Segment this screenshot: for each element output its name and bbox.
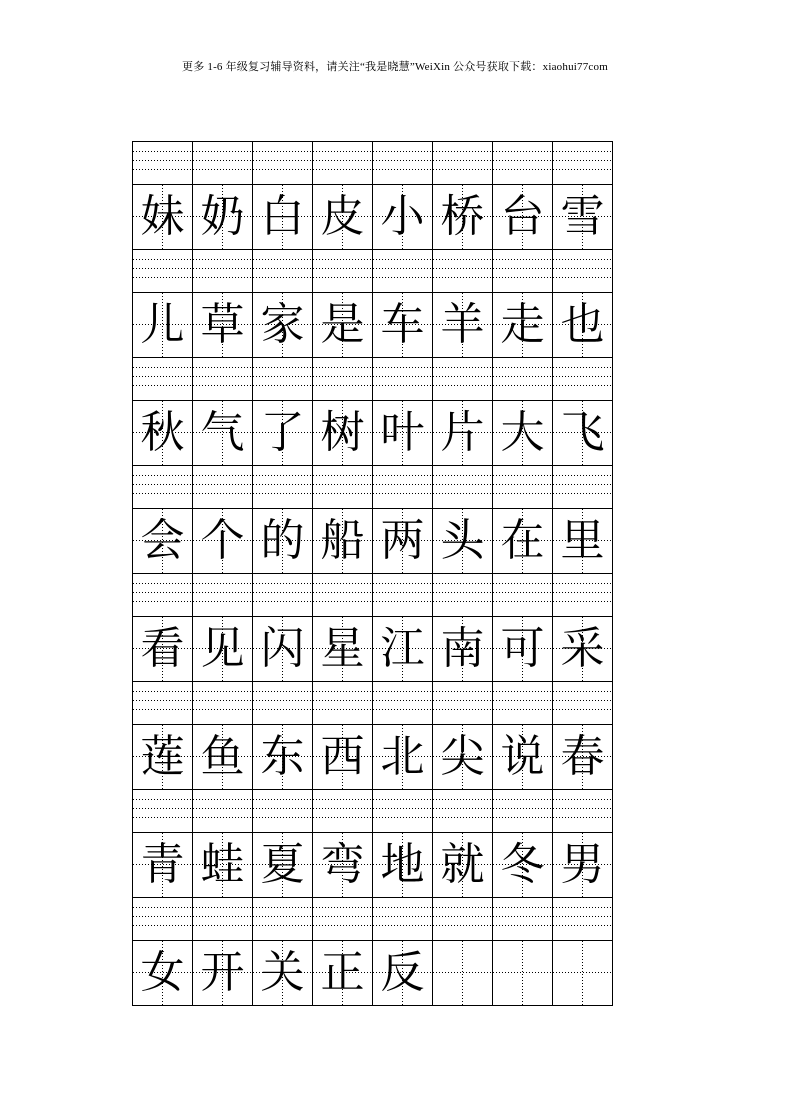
hanzi-character: 见	[200, 623, 245, 674]
pinyin-guide-cell	[312, 358, 372, 400]
hanzi-character: 叶	[380, 407, 425, 458]
hanzi-character: 男	[560, 839, 605, 890]
pinyin-guide-cell	[312, 142, 372, 184]
grid-bottom-border	[132, 1005, 613, 1006]
pinyin-guide-cell	[312, 250, 372, 292]
pinyin-guide-cell	[492, 898, 552, 940]
character-cell	[312, 833, 372, 897]
pinyin-guide-cell	[192, 574, 252, 616]
pinyin-guide-cell	[252, 466, 312, 508]
character-cell	[432, 941, 492, 1005]
grid-row	[132, 465, 613, 573]
pinyin-guide-cell	[192, 358, 252, 400]
hanzi-character: 开	[200, 947, 245, 998]
pinyin-guide-cell	[312, 898, 372, 940]
pinyin-guide-cell	[132, 358, 192, 400]
hanzi-character: 桥	[440, 191, 485, 242]
character-cell	[492, 509, 552, 573]
character-cell	[192, 185, 252, 249]
character-cell	[372, 941, 432, 1005]
grid-row	[132, 249, 613, 357]
character-cell	[552, 509, 613, 573]
character-cell	[132, 509, 192, 573]
hanzi-character	[493, 941, 552, 1005]
pinyin-guide-cell	[192, 682, 252, 724]
hanzi-character: 说	[500, 731, 545, 782]
hanzi-character: 草	[200, 299, 245, 350]
hanzi-character: 树	[320, 407, 365, 458]
character-cell	[552, 941, 613, 1005]
pinyin-guide-cell	[492, 142, 552, 184]
character-cell	[312, 401, 372, 465]
pinyin-guide-cell	[372, 142, 432, 184]
character-cell	[192, 725, 252, 789]
character-cell	[552, 185, 613, 249]
pinyin-guide-lines	[132, 249, 613, 292]
hanzi-character: 头	[440, 515, 485, 566]
pinyin-guide-cell	[192, 466, 252, 508]
grid-row	[132, 789, 613, 897]
hanzi-character: 气	[200, 407, 245, 458]
character-cell	[192, 401, 252, 465]
character-cell	[132, 833, 192, 897]
pinyin-guide-cell	[252, 358, 312, 400]
character-cell	[252, 401, 312, 465]
character-row	[132, 400, 613, 465]
hanzi-character: 皮	[320, 191, 365, 242]
hanzi-character: 儿	[140, 299, 185, 350]
character-cell	[432, 401, 492, 465]
pinyin-guide-cell	[492, 358, 552, 400]
hanzi-character: 南	[440, 623, 485, 674]
pinyin-guide-lines	[132, 681, 613, 724]
character-cell	[432, 617, 492, 681]
hanzi-character: 台	[500, 191, 545, 242]
hanzi-character: 采	[560, 623, 605, 674]
hanzi-character: 个	[200, 515, 245, 566]
character-cell	[432, 833, 492, 897]
hanzi-character: 小	[380, 191, 425, 242]
hanzi-character: 反	[380, 947, 425, 998]
character-row	[132, 940, 613, 1005]
hanzi-character	[553, 941, 612, 1005]
character-cell	[432, 509, 492, 573]
pinyin-guide-cell	[552, 142, 613, 184]
pinyin-guide-lines	[132, 141, 613, 184]
character-cell	[492, 833, 552, 897]
pinyin-guide-cell	[432, 142, 492, 184]
pinyin-guide-cell	[312, 790, 372, 832]
hanzi-character: 地	[380, 839, 425, 890]
pinyin-guide-cell	[372, 250, 432, 292]
character-cell	[192, 941, 252, 1005]
character-cell	[132, 185, 192, 249]
character-cell	[252, 833, 312, 897]
hanzi-character: 也	[560, 299, 605, 350]
character-cell	[312, 293, 372, 357]
hanzi-character: 女	[140, 947, 185, 998]
pinyin-guide-cell	[252, 142, 312, 184]
character-cell	[252, 725, 312, 789]
hanzi-character	[433, 941, 492, 1005]
pinyin-guide-cell	[552, 250, 613, 292]
pinyin-guide-lines	[132, 357, 613, 400]
hanzi-character: 莲	[140, 731, 185, 782]
character-cell	[552, 617, 613, 681]
pinyin-guide-lines	[132, 465, 613, 508]
character-cell	[372, 293, 432, 357]
hanzi-character: 尖	[440, 731, 485, 782]
pinyin-guide-cell	[132, 466, 192, 508]
pinyin-guide-cell	[132, 898, 192, 940]
hanzi-character: 青	[140, 839, 185, 890]
character-cell	[132, 725, 192, 789]
character-row	[132, 616, 613, 681]
pinyin-guide-cell	[192, 790, 252, 832]
hanzi-character: 船	[320, 515, 365, 566]
character-cell	[432, 185, 492, 249]
hanzi-character: 闪	[260, 623, 305, 674]
grid-row	[132, 897, 613, 1005]
character-cell	[132, 293, 192, 357]
hanzi-character: 车	[380, 299, 425, 350]
hanzi-character: 奶	[200, 191, 245, 242]
pinyin-guide-cell	[372, 682, 432, 724]
hanzi-character: 雪	[560, 191, 605, 242]
pinyin-guide-cell	[132, 790, 192, 832]
character-cell	[552, 293, 613, 357]
character-cell	[552, 401, 613, 465]
hanzi-character: 西	[320, 731, 365, 782]
hanzi-character: 走	[500, 299, 545, 350]
character-cell	[132, 401, 192, 465]
character-cell	[252, 293, 312, 357]
pinyin-guide-lines	[132, 897, 613, 940]
hanzi-character: 可	[500, 623, 545, 674]
pinyin-guide-cell	[312, 466, 372, 508]
hanzi-character: 夏	[260, 839, 305, 890]
hanzi-character: 会	[140, 515, 185, 566]
grid-row	[132, 141, 613, 249]
character-cell	[312, 509, 372, 573]
hanzi-character: 大	[500, 407, 545, 458]
character-practice-grid	[132, 141, 613, 1006]
character-row	[132, 724, 613, 789]
character-cell	[312, 185, 372, 249]
pinyin-guide-cell	[552, 682, 613, 724]
character-cell	[372, 725, 432, 789]
pinyin-guide-cell	[372, 466, 432, 508]
hanzi-character: 鱼	[200, 731, 245, 782]
character-cell	[192, 617, 252, 681]
pinyin-guide-cell	[192, 142, 252, 184]
pinyin-guide-cell	[372, 574, 432, 616]
pinyin-guide-cell	[372, 898, 432, 940]
pinyin-guide-cell	[252, 250, 312, 292]
character-cell	[132, 617, 192, 681]
hanzi-character: 冬	[500, 839, 545, 890]
character-cell	[372, 185, 432, 249]
pinyin-guide-cell	[132, 142, 192, 184]
pinyin-guide-cell	[312, 682, 372, 724]
character-cell	[312, 617, 372, 681]
hanzi-character: 看	[140, 623, 185, 674]
hanzi-character: 北	[380, 731, 425, 782]
character-cell	[492, 293, 552, 357]
character-row	[132, 292, 613, 357]
hanzi-character: 在	[500, 515, 545, 566]
pinyin-guide-cell	[492, 466, 552, 508]
character-cell	[252, 617, 312, 681]
pinyin-guide-cell	[492, 682, 552, 724]
character-cell	[552, 833, 613, 897]
character-cell	[252, 941, 312, 1005]
pinyin-guide-cell	[312, 574, 372, 616]
pinyin-guide-cell	[552, 358, 613, 400]
hanzi-character: 妹	[140, 191, 185, 242]
character-cell	[372, 509, 432, 573]
pinyin-guide-cell	[552, 574, 613, 616]
pinyin-guide-cell	[552, 790, 613, 832]
hanzi-character: 关	[260, 947, 305, 998]
character-row	[132, 508, 613, 573]
hanzi-character: 的	[260, 515, 305, 566]
character-cell	[312, 725, 372, 789]
character-cell	[492, 725, 552, 789]
character-cell	[492, 185, 552, 249]
character-cell	[252, 509, 312, 573]
character-cell	[192, 833, 252, 897]
hanzi-character: 蛙	[200, 839, 245, 890]
pinyin-guide-cell	[492, 574, 552, 616]
pinyin-guide-cell	[492, 250, 552, 292]
grid-row	[132, 681, 613, 789]
pinyin-guide-cell	[192, 898, 252, 940]
pinyin-guide-cell	[432, 358, 492, 400]
hanzi-character: 白	[260, 191, 305, 242]
character-row	[132, 832, 613, 897]
pinyin-guide-cell	[132, 574, 192, 616]
character-cell	[252, 185, 312, 249]
hanzi-character: 秋	[140, 407, 185, 458]
hanzi-character: 江	[380, 623, 425, 674]
character-cell	[492, 941, 552, 1005]
pinyin-guide-cell	[432, 574, 492, 616]
hanzi-character: 了	[260, 407, 305, 458]
pinyin-guide-cell	[252, 682, 312, 724]
hanzi-character: 春	[560, 731, 605, 782]
hanzi-character: 东	[260, 731, 305, 782]
pinyin-guide-cell	[252, 790, 312, 832]
pinyin-guide-cell	[252, 574, 312, 616]
hanzi-character: 家	[260, 299, 305, 350]
pinyin-guide-cell	[432, 682, 492, 724]
character-cell	[192, 293, 252, 357]
pinyin-guide-cell	[552, 898, 613, 940]
pinyin-guide-cell	[372, 790, 432, 832]
character-cell	[372, 401, 432, 465]
hanzi-character: 羊	[440, 299, 485, 350]
pinyin-guide-cell	[432, 466, 492, 508]
character-cell	[372, 617, 432, 681]
character-cell	[372, 833, 432, 897]
character-cell	[432, 725, 492, 789]
pinyin-guide-cell	[252, 898, 312, 940]
pinyin-guide-cell	[132, 250, 192, 292]
character-cell	[492, 617, 552, 681]
character-cell	[552, 725, 613, 789]
hanzi-character: 是	[320, 299, 365, 350]
hanzi-character: 片	[440, 407, 485, 458]
pinyin-guide-cell	[492, 790, 552, 832]
character-row	[132, 184, 613, 249]
pinyin-guide-cell	[192, 250, 252, 292]
pinyin-guide-cell	[432, 898, 492, 940]
pinyin-guide-cell	[432, 790, 492, 832]
character-cell	[132, 941, 192, 1005]
hanzi-character: 弯	[320, 839, 365, 890]
hanzi-character: 两	[380, 515, 425, 566]
character-cell	[432, 293, 492, 357]
pinyin-guide-cell	[132, 682, 192, 724]
pinyin-guide-lines	[132, 789, 613, 832]
pinyin-guide-cell	[432, 250, 492, 292]
hanzi-character: 里	[560, 515, 605, 566]
character-cell	[312, 941, 372, 1005]
grid-row	[132, 357, 613, 465]
pinyin-guide-lines	[132, 573, 613, 616]
header-note: 更多 1-6 年级复习辅导资料，请关注“我是晓慧”WeiXin 公众号获取下载：xiaohui77com	[182, 61, 608, 73]
hanzi-character: 飞	[560, 407, 605, 458]
hanzi-character: 星	[320, 623, 365, 674]
hanzi-character: 正	[320, 947, 365, 998]
hanzi-character: 就	[440, 839, 485, 890]
pinyin-guide-cell	[372, 358, 432, 400]
character-cell	[192, 509, 252, 573]
grid-row	[132, 573, 613, 681]
pinyin-guide-cell	[552, 466, 613, 508]
character-cell	[492, 401, 552, 465]
